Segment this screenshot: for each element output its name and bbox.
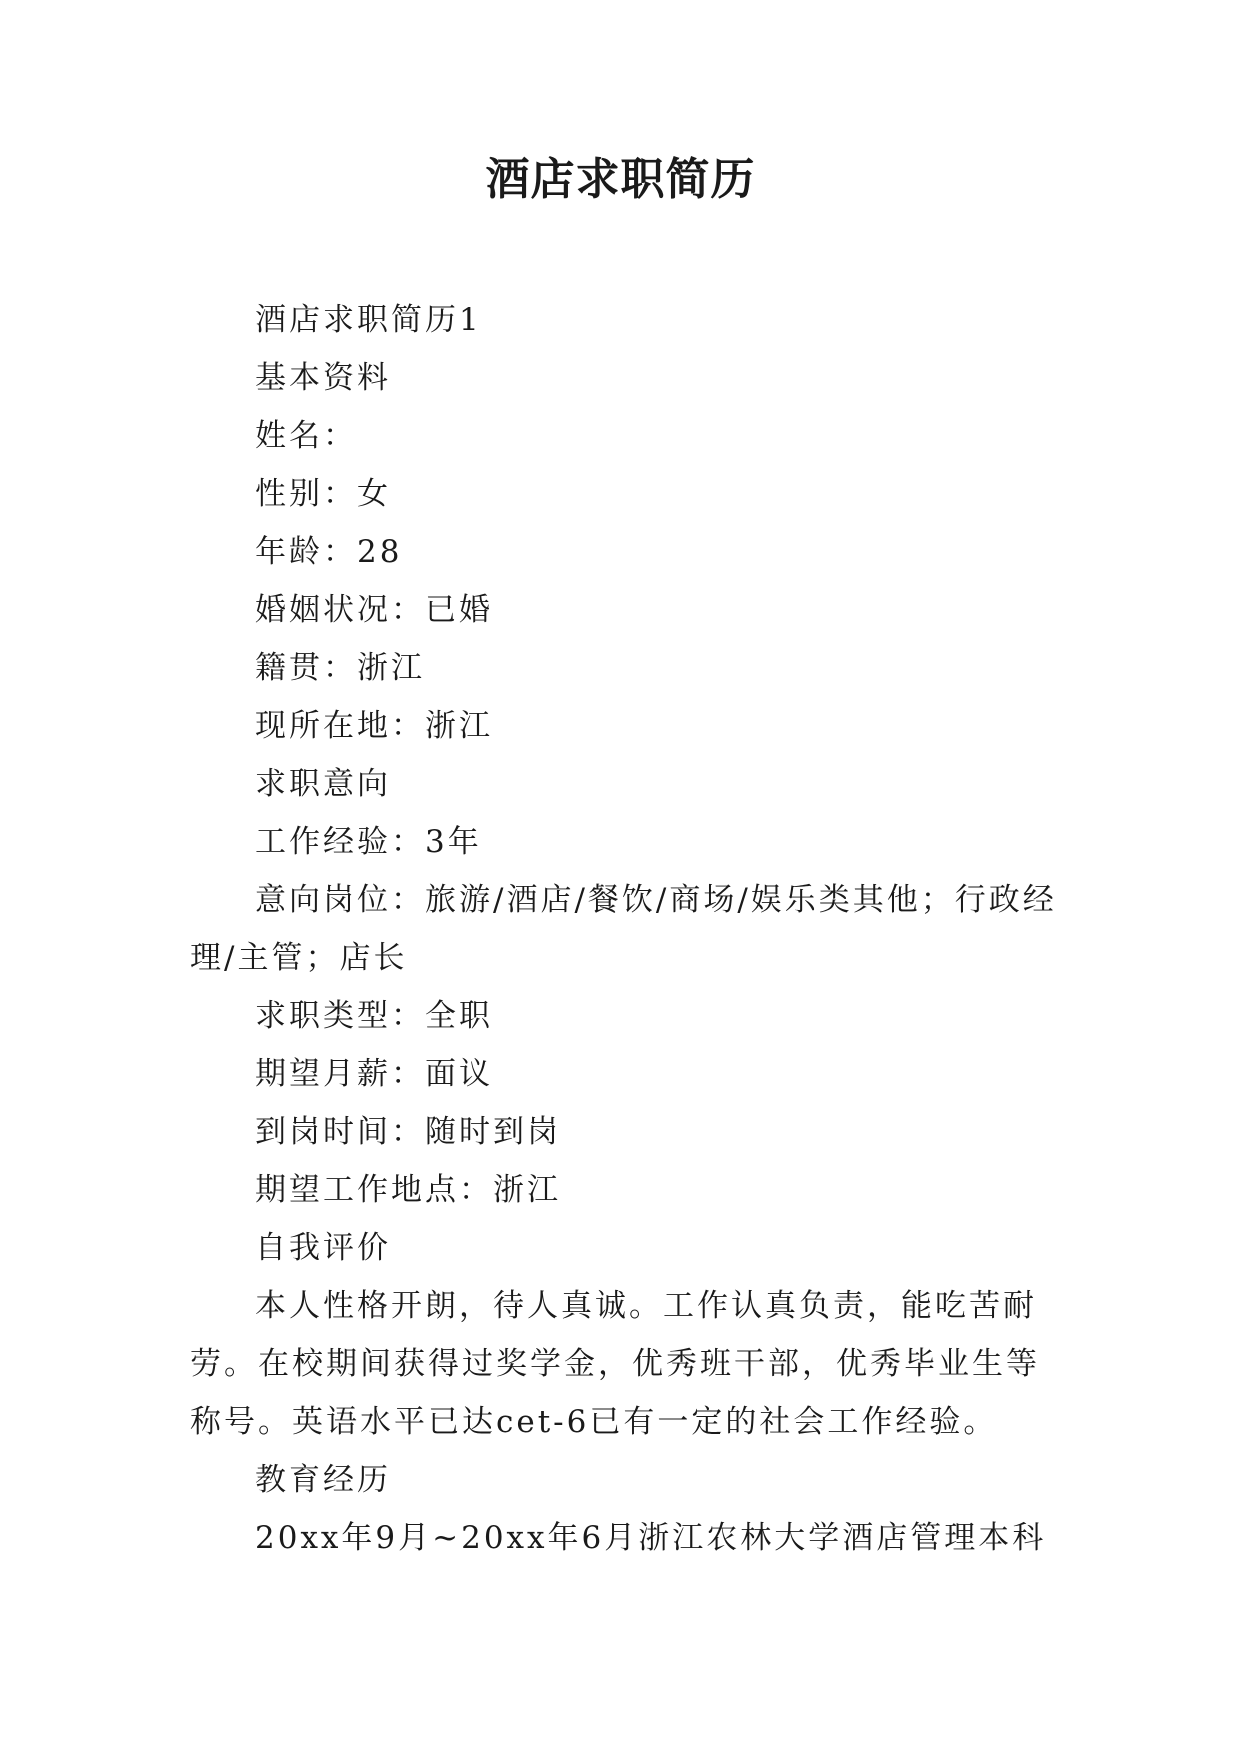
document-title: 酒店求职简历 [485, 154, 756, 205]
section-heading-self-evaluation: 自我评价 [255, 1230, 391, 1266]
field-name: 姓名： [255, 418, 357, 454]
education-entry: 20xx年9月~20xx年6月浙江农林大学酒店管理本科 [255, 1520, 1047, 1556]
document-body [190, 291, 1070, 1567]
section-heading-job-intention: 求职意向 [255, 766, 391, 802]
field-job-type: 求职类型：全职 [255, 998, 493, 1034]
field-expected-salary: 期望月薪：面议 [255, 1056, 493, 1092]
field-work-experience: 工作经验：3年 [255, 824, 482, 860]
self-evaluation-text: 本人性格开朗，待人真诚。工作认真负责，能吃苦耐劳。在校期间获得过奖学金，优秀班干部，优秀毕业生等称号。英语水平已达cet-6已有一定的社会工作经验。 [190, 1288, 1040, 1440]
field-native-place: 籍贯：浙江 [255, 650, 425, 686]
field-marital-status: 婚姻状况：已婚 [255, 592, 493, 628]
field-current-location: 现所在地：浙江 [255, 708, 493, 744]
section-heading-basic-info: 基本资料 [255, 360, 391, 396]
field-expected-location: 期望工作地点：浙江 [255, 1172, 561, 1208]
field-gender: 性别：女 [255, 476, 391, 512]
field-age: 年龄：28 [255, 534, 403, 570]
field-desired-position: 意向岗位：旅游/酒店/餐饮/商场/娱乐类其他；行政经理/主管；店长 [190, 882, 1057, 976]
field-start-time: 到岗时间：随时到岗 [255, 1114, 561, 1150]
section-heading-education: 教育经历 [255, 1462, 391, 1498]
paragraph-heading-resume: 酒店求职简历1 [255, 302, 482, 338]
